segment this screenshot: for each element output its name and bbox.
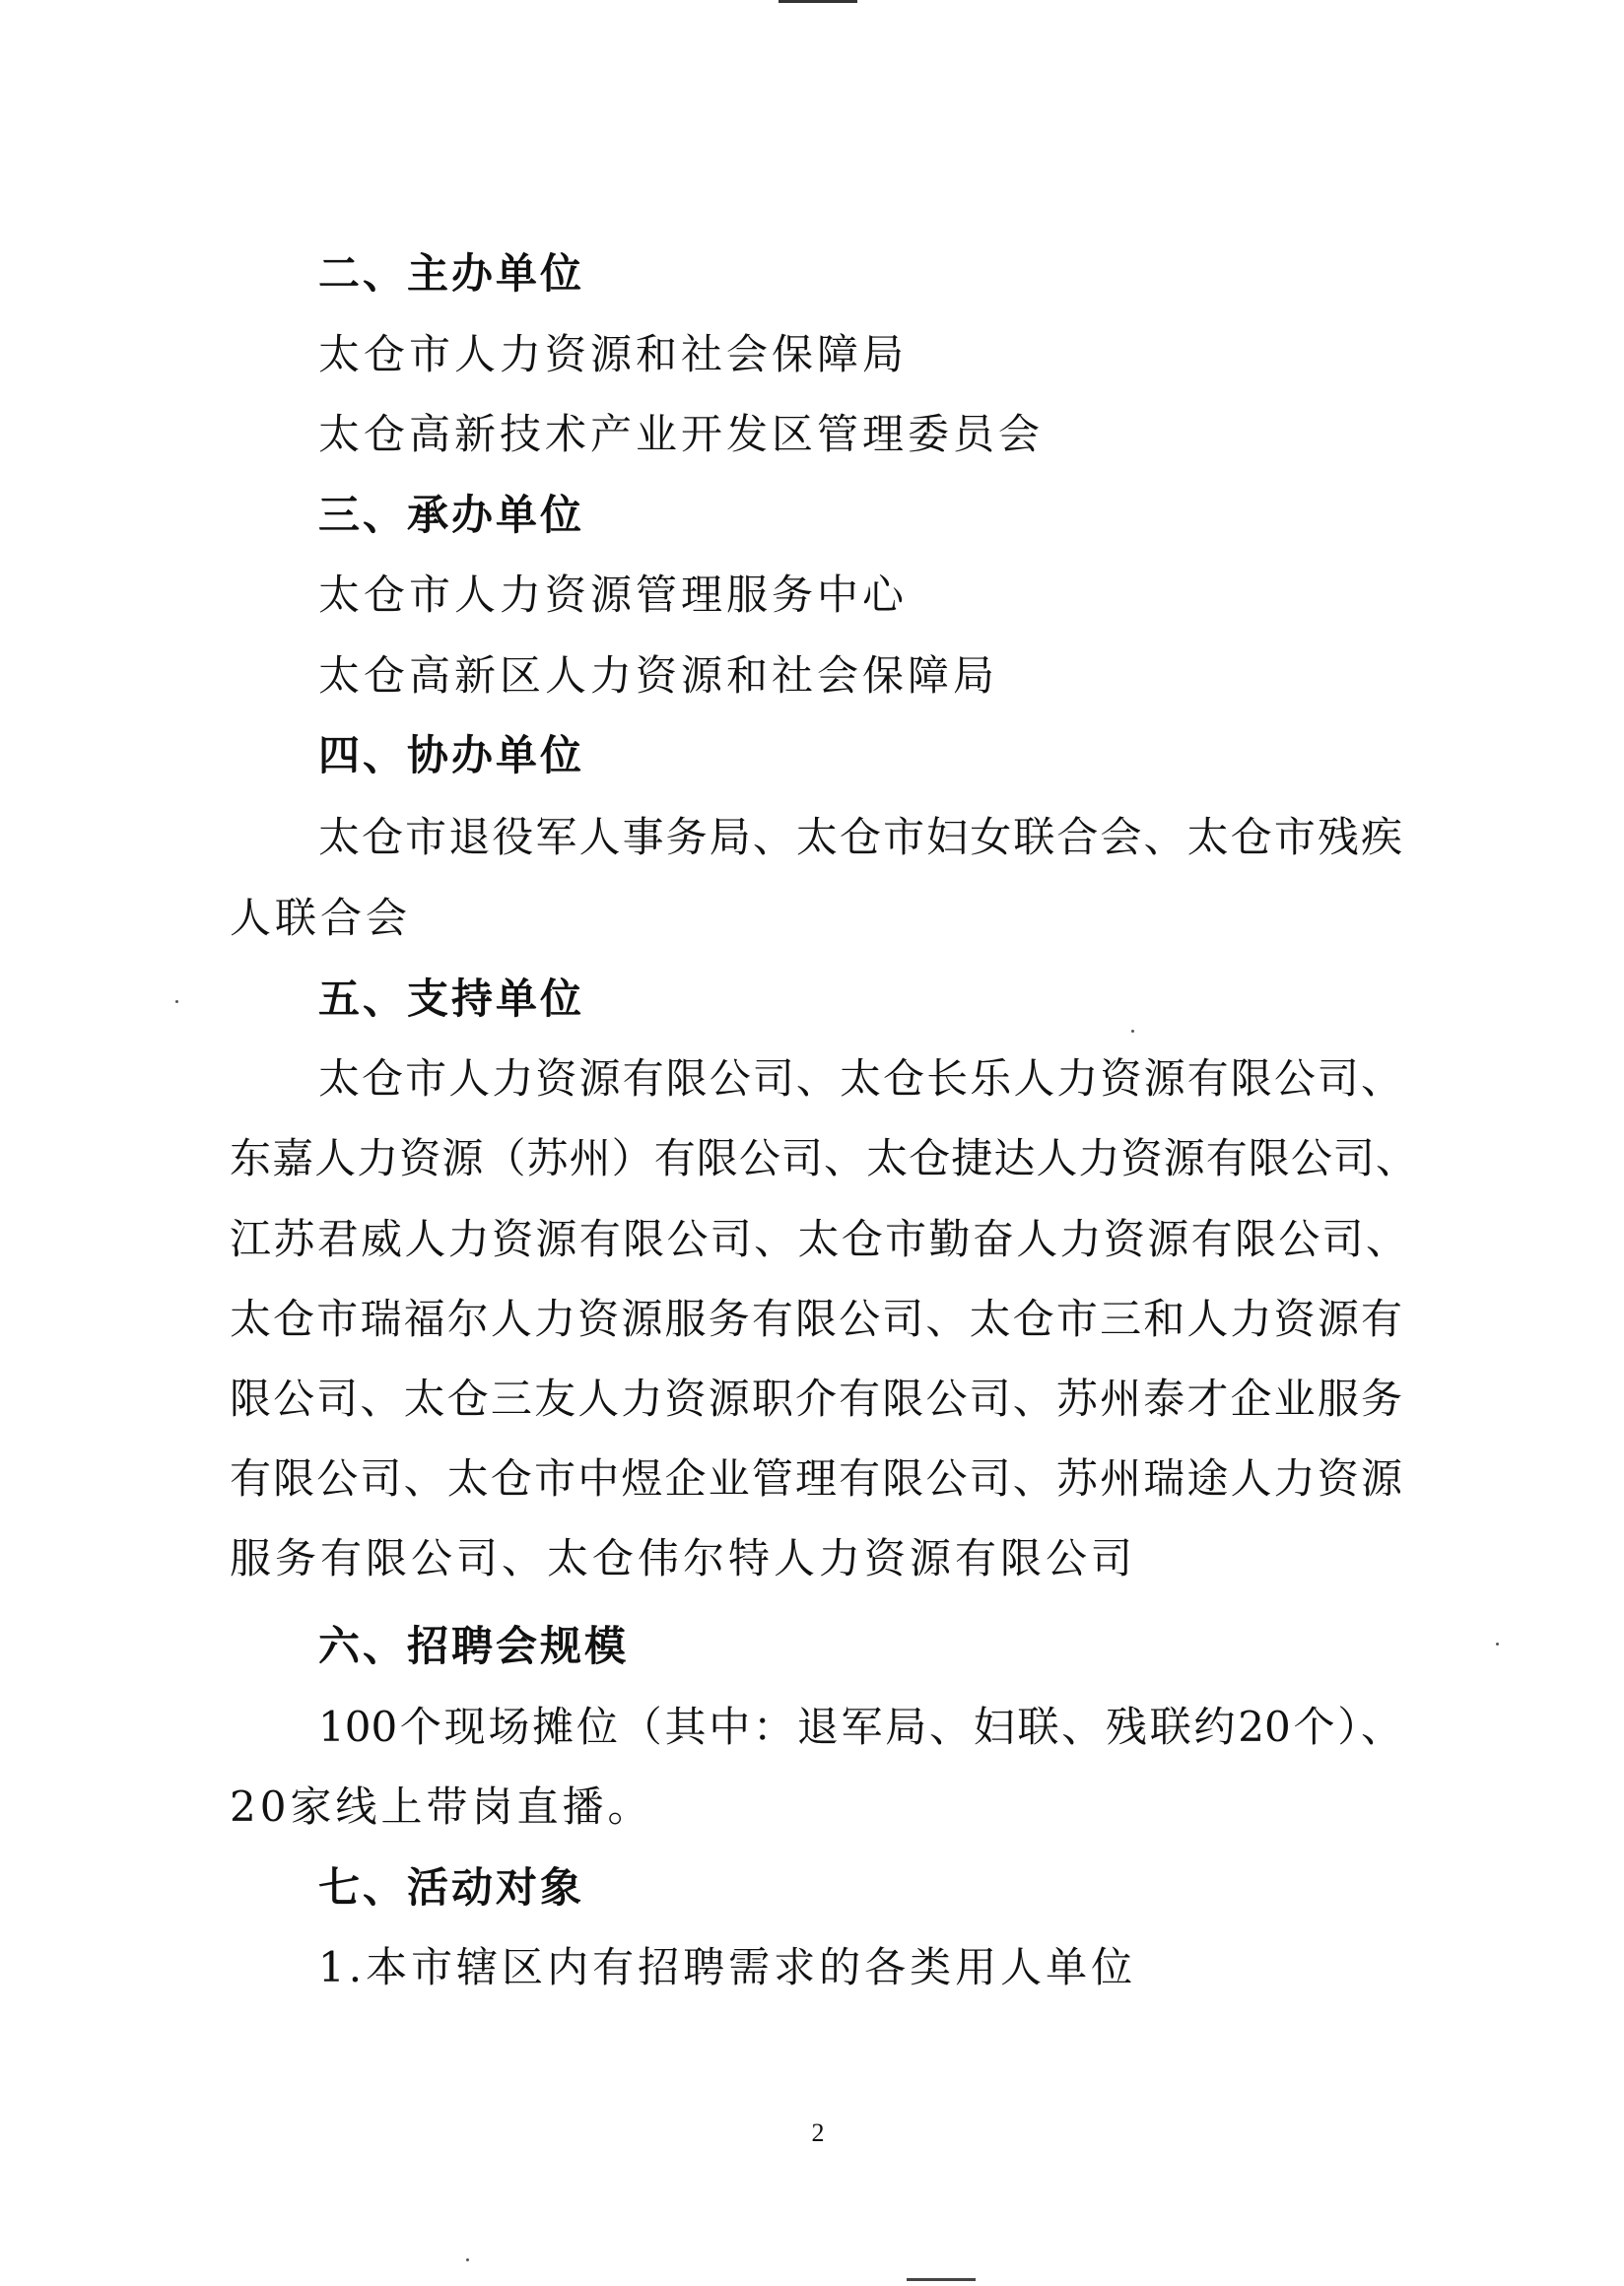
supporters-line: 服务有限公司、太仓伟尔特人力资源有限公司 (230, 1534, 1137, 1582)
supporters-line: 太仓市人力资源有限公司、太仓长乐人力资源有限公司、 (318, 1054, 1402, 1103)
scan-speck (466, 2258, 469, 2261)
section-heading-organizers: 二、主办单位 (318, 249, 585, 298)
organizer-item: 太仓市人力资源和社会保障局 (318, 330, 909, 378)
section-heading-undertakers: 三、承办单位 (318, 491, 585, 539)
undertaker-item: 太仓市人力资源管理服务中心 (318, 571, 909, 619)
section-heading-co-organizers: 四、协办单位 (318, 731, 585, 779)
supporters-line: 东嘉人力资源（苏州）有限公司、太仓捷达人力资源有限公司、 (230, 1134, 1417, 1182)
scan-speck (175, 1000, 178, 1003)
scan-speck (1131, 1030, 1134, 1033)
section-heading-supporters: 五、支持单位 (318, 975, 585, 1023)
scale-line: 100个现场摊位（其中：退军局、妇联、残联约20个）、 (318, 1703, 1402, 1751)
supporters-line: 有限公司、太仓市中煜企业管理有限公司、苏州瑞途人力资源 (230, 1454, 1402, 1503)
supporters-line: 太仓市瑞福尔人力资源服务有限公司、太仓市三和人力资源有 (230, 1295, 1402, 1343)
undertaker-item: 太仓高新区人力资源和社会保障局 (318, 651, 999, 700)
section-heading-scale: 六、招聘会规模 (318, 1622, 630, 1670)
scan-top-mark (778, 0, 857, 3)
supporters-line: 限公司、太仓三友人力资源职介有限公司、苏州泰才企业服务 (230, 1375, 1402, 1423)
section-heading-audience: 七、活动对象 (318, 1863, 585, 1912)
scale-line: 20家线上带岗直播。 (230, 1782, 653, 1831)
page-number: 2 (811, 2118, 825, 2147)
organizer-item: 太仓高新技术产业开发区管理委员会 (318, 410, 1045, 458)
supporters-line: 江苏君威人力资源有限公司、太仓市勤奋人力资源有限公司、 (230, 1215, 1407, 1263)
scan-speck (1496, 1643, 1499, 1646)
co-organizers-line: 人联合会 (230, 894, 412, 942)
scan-bottom-mark (907, 2278, 976, 2281)
co-organizers-line: 太仓市退役军人事务局、太仓市妇女联合会、太仓市残疾 (318, 813, 1402, 861)
audience-line: 1.本市辖区内有招聘需求的各类用人单位 (318, 1943, 1137, 1991)
